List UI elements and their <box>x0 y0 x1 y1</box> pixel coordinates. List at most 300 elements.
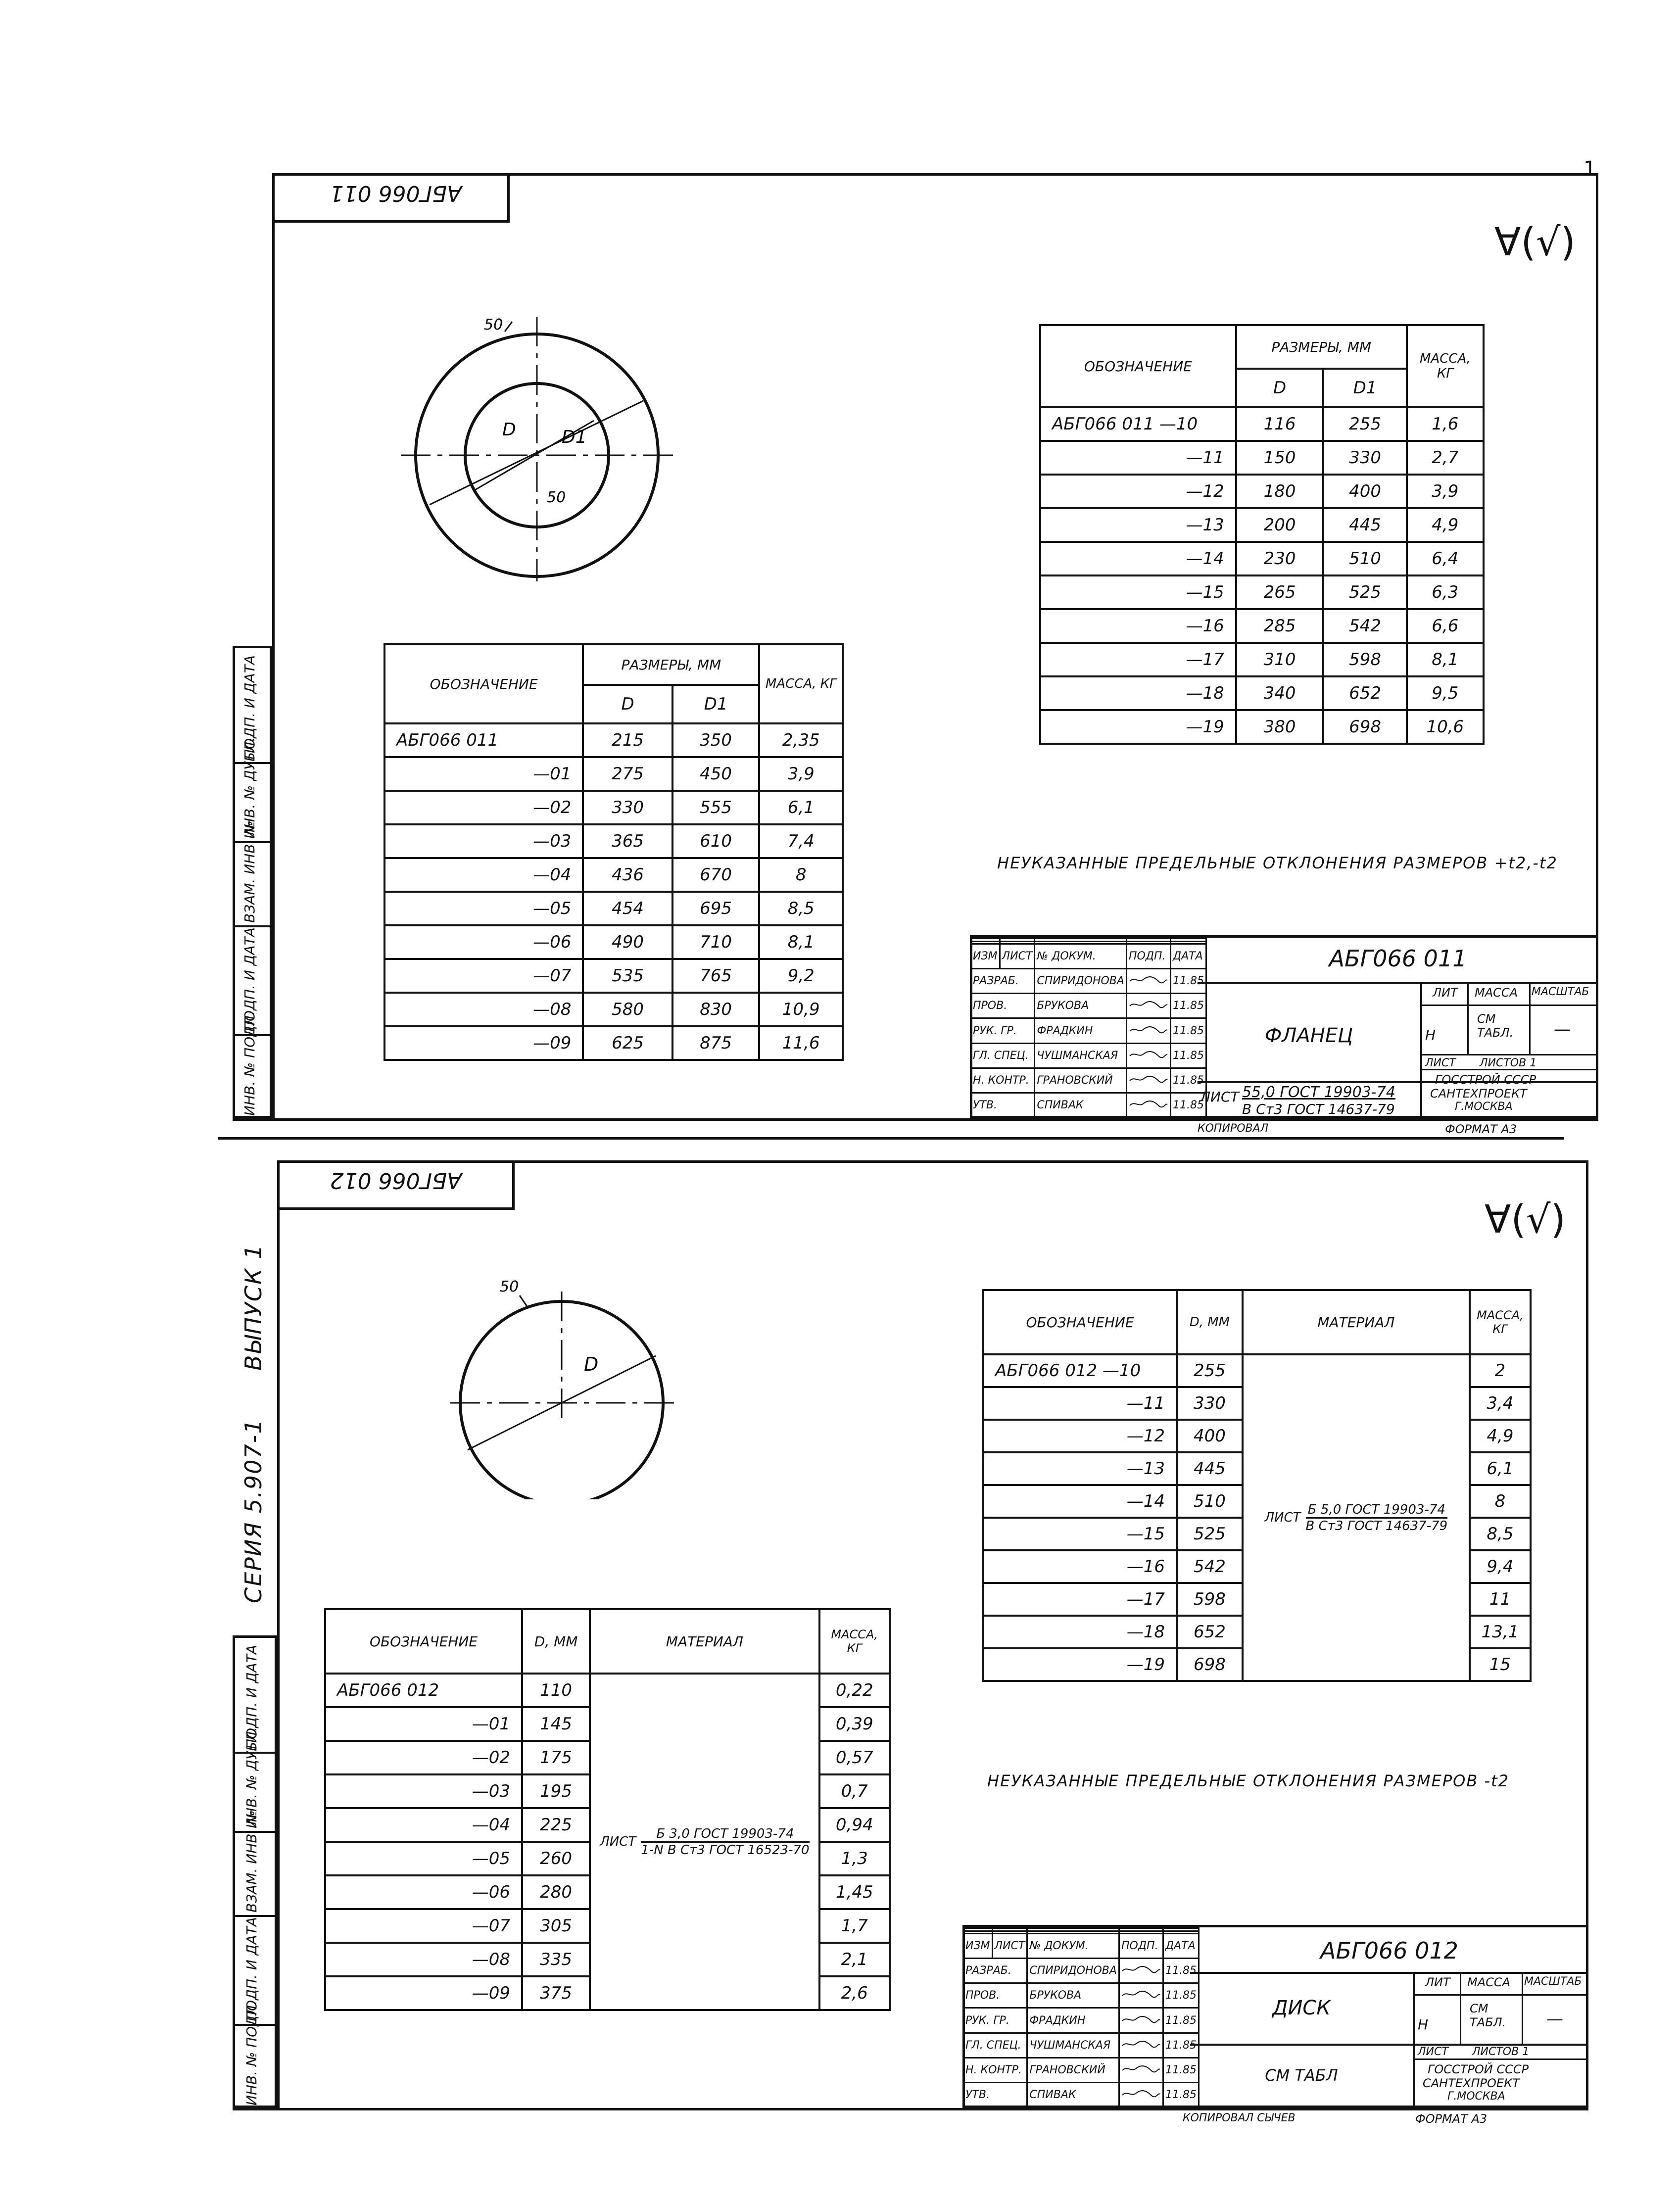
cell-mass: 11 <box>1470 1583 1531 1616</box>
cell-d1: 255 <box>1323 407 1406 441</box>
person-date: 11.85 <box>1170 1068 1206 1093</box>
cell-d1: 510 <box>1323 542 1406 575</box>
person-date: 11.85 <box>1163 1983 1199 2008</box>
sheet2-drawing-label-diam: D <box>584 1353 599 1375</box>
cell-mass: 6,4 <box>1407 542 1484 575</box>
person-signature <box>1126 1093 1170 1117</box>
sheet1-drawing-label-bottom: 50 <box>547 489 566 506</box>
sheet1-lit-value: Н <box>1425 1027 1436 1043</box>
cell-d: 305 <box>522 1909 590 1943</box>
person-role: ПРОВ. <box>971 994 1035 1018</box>
cell-d: 490 <box>583 925 672 959</box>
cell-mass: 1,45 <box>819 1875 890 1909</box>
cell-mass: 8,5 <box>1470 1518 1531 1550</box>
header-mass: МАССА, КГ <box>819 1609 890 1674</box>
cell-designation: —07 <box>384 959 583 993</box>
cell-mass: 8,1 <box>1407 643 1484 676</box>
sheet2-org-line <box>1413 2058 1588 2060</box>
cell-d: 340 <box>1236 676 1324 710</box>
cell-d: 535 <box>583 959 672 993</box>
title-grid-header-row <box>963 1934 1199 1959</box>
material-top: Б 5,0 ГОСТ 19903-74 <box>1306 1502 1448 1519</box>
cell-mass: 9,5 <box>1407 676 1484 710</box>
sheet1-org-line <box>1420 1069 1598 1070</box>
cell-mass: 3,9 <box>759 757 843 791</box>
sheet1-title-code-divider <box>1198 982 1598 984</box>
cell-mass: 6,6 <box>1407 609 1484 643</box>
cell-designation: АБГ066 011 <box>384 723 583 757</box>
sheet2-sheets-label: ЛИСТОВ 1 <box>1472 2046 1530 2058</box>
table-row <box>384 757 843 791</box>
person-signature <box>1119 2058 1163 2082</box>
sheet2-side-label-5: ПОДП. И ДАТА <box>243 1645 260 1749</box>
person-role: РУК. ГР. <box>971 1018 1035 1043</box>
title-grid-person-row <box>971 1093 1206 1117</box>
cell-d: 285 <box>1236 609 1324 643</box>
sheet2-lit-label: ЛИТ <box>1425 1975 1450 1989</box>
sheet2-format: ФОРМАТ А3 <box>1415 2112 1488 2126</box>
material-top: Б 3,0 ГОСТ 19903-74 <box>641 1826 809 1843</box>
sheet-separator <box>218 1137 1564 1140</box>
title-grid-person-row <box>963 1983 1199 2008</box>
sheet1-mass-label: МАССА <box>1475 986 1518 1000</box>
sheet1-side-label-4: ИНВ. № ДУБЛ. <box>241 737 258 839</box>
header-mass: МАССА, КГ <box>1407 325 1484 407</box>
title-grid-header: ИЗМ <box>971 944 1000 969</box>
cell-designation: —19 <box>1040 710 1236 744</box>
page-corner-mark: 1 <box>1584 157 1596 180</box>
person-role: УТВ. <box>971 1093 1035 1117</box>
cell-d: 698 <box>1177 1648 1243 1681</box>
sheet1-flange-drawing <box>396 307 673 584</box>
cell-d1: 542 <box>1323 609 1406 643</box>
sheet1-material-bottom: В Ст3 ГОСТ 14637-79 <box>1242 1101 1395 1117</box>
header-d: D <box>1236 369 1324 407</box>
cell-d: 255 <box>1177 1354 1243 1387</box>
person-date: 11.85 <box>1163 2082 1199 2107</box>
sheet1-format: ФОРМАТ А3 <box>1445 1122 1517 1136</box>
material-prefix: ЛИСТ <box>600 1834 636 1849</box>
cell-designation: —01 <box>325 1707 522 1741</box>
cell-d: 652 <box>1177 1616 1243 1648</box>
cell-designation: —16 <box>983 1550 1177 1583</box>
cell-designation: —02 <box>325 1741 522 1774</box>
header-d1: D1 <box>1323 369 1406 407</box>
sheet2-side-label-2: ПОДП. И ДАТА <box>243 1917 260 2021</box>
sheet1-table-b <box>1039 324 1485 745</box>
sheet2-lit-value: Н <box>1418 2016 1429 2033</box>
person-date: 11.85 <box>1170 1043 1206 1068</box>
sheet1-title-grid <box>970 935 1207 1118</box>
title-grid-header: № ДОКУМ. <box>1027 1934 1119 1959</box>
cell-designation: —14 <box>983 1485 1177 1518</box>
cell-designation: —07 <box>325 1909 522 1943</box>
cell-d: 145 <box>522 1707 590 1741</box>
table-row <box>1040 475 1484 508</box>
cell-mass: 10,6 <box>1407 710 1484 744</box>
person-role: ГЛ. СПЕЦ. <box>963 2033 1027 2058</box>
table-row <box>1040 575 1484 609</box>
cell-mass: 0,57 <box>819 1741 890 1774</box>
cell-designation: —13 <box>1040 508 1236 542</box>
sheet2-side-label-4: ИНВ. № ДУБЛ. <box>243 1726 260 1828</box>
sheet2-scale-value: — <box>1546 2009 1563 2029</box>
cell-d: 510 <box>1177 1485 1243 1518</box>
cell-mass: 7,4 <box>759 824 843 858</box>
title-grid-person-row <box>971 1043 1206 1068</box>
person-signature <box>1126 994 1170 1018</box>
header-d: D <box>583 685 672 723</box>
sheet1-sheets-label: ЛИСТОВ 1 <box>1480 1057 1537 1069</box>
table-row <box>325 1674 890 1707</box>
cell-mass: 2,1 <box>819 1943 890 1976</box>
cell-mass: 4,9 <box>1470 1420 1531 1452</box>
person-role: РАЗРАБ. <box>971 969 1035 994</box>
cell-d: 150 <box>1236 441 1324 475</box>
sheet1-left-line <box>272 173 275 1118</box>
cell-d1: 525 <box>1323 575 1406 609</box>
cell-d: 116 <box>1236 407 1324 441</box>
sheet2-title-code: АБГ066 012 <box>1320 1937 1458 1964</box>
cell-d1: 765 <box>672 959 760 993</box>
cell-d: 260 <box>522 1842 590 1875</box>
cell-d1: 695 <box>672 892 760 925</box>
cell-mass: 6,1 <box>1470 1452 1531 1485</box>
header-d: D, ММ <box>522 1609 590 1674</box>
sheet1-title-code: АБГ066 011 <box>1329 945 1467 972</box>
cell-mass: 3,9 <box>1407 475 1484 508</box>
cell-designation: —08 <box>325 1943 522 1976</box>
cell-mass: 9,4 <box>1470 1550 1531 1583</box>
table-row <box>384 824 843 858</box>
sheet1-roughness-mark: ∀(√) <box>1494 220 1576 265</box>
cell-mass: 2 <box>1470 1354 1531 1387</box>
cell-d: 265 <box>1236 575 1324 609</box>
person-role: ГЛ. СПЕЦ. <box>971 1043 1035 1068</box>
table-row <box>384 993 843 1026</box>
cell-d: 580 <box>583 993 672 1026</box>
sheet1-scale-label: МАСШТАБ <box>1532 986 1589 998</box>
sheet2-bottom-line <box>233 2108 1588 2110</box>
cell-d: 542 <box>1177 1550 1243 1583</box>
cell-d: 200 <box>1236 508 1324 542</box>
sheet1-drawing-label-inner: D <box>502 420 516 440</box>
sheet1-lit-col-line <box>1467 982 1469 1054</box>
header-mass: МАССА, КГ <box>759 644 843 723</box>
cell-d1: 830 <box>672 993 760 1026</box>
person-role: Н. КОНТР. <box>971 1068 1035 1093</box>
header-designation: ОБОЗНАЧЕНИЕ <box>1040 325 1236 407</box>
sheet1-lit-label: ЛИТ <box>1433 986 1458 1000</box>
person-date: 11.85 <box>1163 1959 1199 1983</box>
cell-d: 380 <box>1236 710 1324 744</box>
sheet2-lit-row-line <box>1413 1994 1588 1996</box>
sheet1-mass-value: СМ ТАБЛ. <box>1477 1012 1514 1040</box>
sheet2-issue-label: ВЫПУСК 1 <box>240 1244 267 1371</box>
sheet1-scale-value: — <box>1554 1019 1571 1039</box>
cell-mass: 11,6 <box>759 1026 843 1060</box>
sheet2-sheet-label: ЛИСТ <box>1418 2046 1448 2058</box>
cell-designation: —19 <box>983 1648 1177 1681</box>
cell-mass: 0,94 <box>819 1808 890 1842</box>
sheet2-org-3: Г.МОСКВА <box>1447 2090 1505 2103</box>
person-date: 11.85 <box>1163 2033 1199 2058</box>
title-grid-header: ПОДП. <box>1119 1934 1163 1959</box>
header-d: D, ММ <box>1177 1290 1243 1354</box>
cell-mass: 0,22 <box>819 1674 890 1707</box>
sheet1-lit-row-line <box>1420 1005 1598 1006</box>
header-designation: ОБОЗНАЧЕНИЕ <box>325 1609 522 1674</box>
cell-d1: 400 <box>1323 475 1406 508</box>
cell-mass: 3,4 <box>1470 1387 1531 1420</box>
person-date: 11.85 <box>1163 2008 1199 2033</box>
cell-mass: 8,1 <box>759 925 843 959</box>
cell-designation: —17 <box>1040 643 1236 676</box>
cell-designation: —11 <box>1040 441 1236 475</box>
sheet1-org-1: ГОССТРОЙ СССР <box>1435 1073 1536 1087</box>
sheet2-series-label: СЕРИЯ 5.907-1 <box>240 1418 267 1603</box>
person-signature <box>1119 2082 1163 2107</box>
table-row <box>1040 441 1484 475</box>
header-d1: D1 <box>672 685 760 723</box>
title-grid-person-row <box>971 1018 1206 1043</box>
table-row <box>1040 407 1484 441</box>
person-signature <box>1119 2033 1163 2058</box>
cell-d: 365 <box>583 824 672 858</box>
person-date: 11.85 <box>1170 994 1206 1018</box>
cell-d: 330 <box>583 791 672 824</box>
table-row <box>1040 643 1484 676</box>
sheet1-tolerance-note: НЕУКАЗАННЫЕ ПРЕДЕЛЬНЫЕ ОТКЛОНЕНИЯ РАЗМЕРОВ +t2,-t2 <box>997 854 1558 872</box>
sheet2-side-label-3: ВЗАМ. ИНВ. № <box>243 1810 260 1913</box>
sheet2-name-divider-v <box>1413 1972 1415 2108</box>
cell-designation: —06 <box>325 1875 522 1909</box>
cell-designation: —11 <box>983 1387 1177 1420</box>
person-signature <box>1126 1018 1170 1043</box>
sheet2-org-2: САНТЕХПРОЕКТ <box>1423 2076 1520 2090</box>
cell-mass: 1,3 <box>819 1842 890 1875</box>
person-name: ЧУШМАНСКАЯ <box>1035 1043 1127 1068</box>
person-signature <box>1126 969 1170 994</box>
cell-designation: —02 <box>384 791 583 824</box>
header-material: МАТЕРИАЛ <box>1243 1290 1470 1354</box>
sheet1-name-divider-v <box>1420 982 1422 1118</box>
cell-mass: 6,3 <box>1407 575 1484 609</box>
sheet1-sheet-row-line <box>1420 1054 1598 1055</box>
header-designation: ОБОЗНАЧЕНИЕ <box>983 1290 1177 1354</box>
cell-designation: —14 <box>1040 542 1236 575</box>
sheet1-sheet-label: ЛИСТ <box>1425 1057 1456 1069</box>
cell-designation: АБГ066 011 —10 <box>1040 407 1236 441</box>
person-role: РАЗРАБ. <box>963 1959 1027 1983</box>
sheet1-scale-col-line <box>1529 982 1531 1054</box>
cell-d: 454 <box>583 892 672 925</box>
title-grid-header: ДАТА <box>1170 944 1206 969</box>
person-name: ГРАНОВСКИЙ <box>1027 2058 1119 2082</box>
person-name: ФРАДКИН <box>1027 2008 1119 2033</box>
title-grid-person-row <box>963 2008 1199 2033</box>
cell-designation: АБГ066 012 <box>325 1674 522 1707</box>
cell-mass: 2,35 <box>759 723 843 757</box>
person-role: УТВ. <box>963 2082 1027 2107</box>
sheet1-stamp-code: АБГ066 011 <box>330 181 462 206</box>
cell-mass: 2,7 <box>1407 441 1484 475</box>
sheet1-org-3: Г.МОСКВА <box>1455 1101 1513 1113</box>
table-row <box>384 791 843 824</box>
cell-d: 275 <box>583 757 672 791</box>
sheet2-roughness-mark: ∀(√) <box>1485 1197 1566 1242</box>
sheet2-stamp-code: АБГ066 012 <box>330 1168 462 1193</box>
table-row <box>1040 710 1484 744</box>
cell-d: 330 <box>1177 1387 1243 1420</box>
person-name: ФРАДКИН <box>1035 1018 1127 1043</box>
person-date: 11.85 <box>1163 2058 1199 2082</box>
sheet2-title-code-divider <box>1190 1972 1588 1974</box>
cell-designation: —03 <box>325 1774 522 1808</box>
cell-mass: 10,9 <box>759 993 843 1026</box>
table-row <box>384 892 843 925</box>
material-bottom: 1-N В Ст3 ГОСТ 16523-70 <box>641 1842 810 1858</box>
sheet2-left-line <box>277 1160 280 2110</box>
cell-mass: 1,7 <box>819 1909 890 1943</box>
sheet2-part-name: ДИСК <box>1272 1997 1331 2019</box>
sheet1-side-label-5: ПОДП. И ДАТА <box>241 655 258 760</box>
cell-d1: 670 <box>672 858 760 892</box>
cell-mass: 8,5 <box>759 892 843 925</box>
title-grid-person-row <box>963 1959 1199 1983</box>
cell-d: 110 <box>522 1674 590 1707</box>
cell-designation: —15 <box>1040 575 1236 609</box>
cell-d: 230 <box>1236 542 1324 575</box>
person-date: 11.85 <box>1170 1018 1206 1043</box>
person-name: СПИВАК <box>1027 2082 1119 2107</box>
title-grid-person-row <box>963 2082 1199 2107</box>
cell-d: 436 <box>583 858 672 892</box>
cell-d: 310 <box>1236 643 1324 676</box>
cell-mass: 0,39 <box>819 1707 890 1741</box>
header-sizes: РАЗМЕРЫ, ММ <box>1236 325 1407 369</box>
sheet2-material: СМ ТАБЛ <box>1265 2066 1338 2085</box>
title-grid-header: ИЗМ <box>963 1934 993 1959</box>
sheet2-table-b <box>982 1289 1532 1682</box>
sheet2-org-1: ГОССТРОЙ СССР <box>1428 2062 1529 2076</box>
title-grid-person-row <box>971 994 1206 1018</box>
person-date: 11.85 <box>1170 969 1206 994</box>
sheet2-sheet-row-line <box>1413 2044 1588 2045</box>
title-grid-header-row <box>971 944 1206 969</box>
sheet2-disk-drawing <box>445 1272 683 1499</box>
sheet1-table-a <box>384 643 844 1061</box>
cell-mass: 8 <box>759 858 843 892</box>
cell-d: 175 <box>522 1741 590 1774</box>
header-sizes: РАЗМЕРЫ, ММ <box>583 644 759 685</box>
person-signature <box>1126 1068 1170 1093</box>
sheet1-side-label-2: ПОДП. И ДАТА <box>241 927 258 1032</box>
title-grid-person-row <box>963 2058 1199 2082</box>
sheet2-table-a <box>324 1608 891 2011</box>
cell-designation: —12 <box>1040 475 1236 508</box>
table-row <box>384 1026 843 1060</box>
cell-designation: —09 <box>325 1976 522 2010</box>
sheet1-side-label-1: ИНВ. № ПОДЛ. <box>241 1011 258 1116</box>
cell-designation: —13 <box>983 1452 1177 1485</box>
title-grid-person-row <box>971 969 1206 994</box>
table-row <box>1040 508 1484 542</box>
sheet1-material-prefix: ЛИСТ <box>1200 1089 1239 1105</box>
person-signature <box>1126 1043 1170 1068</box>
table-row <box>384 959 843 993</box>
sheet2-scale-col-line <box>1522 1972 1523 2044</box>
cell-mass: 2,6 <box>819 1976 890 2010</box>
cell-d: 525 <box>1177 1518 1243 1550</box>
cell-d1: 652 <box>1323 676 1406 710</box>
cell-d: 335 <box>522 1943 590 1976</box>
sheet2-mass-value: СМ ТАБЛ. <box>1470 2002 1506 2029</box>
sheet1-name-divider-h <box>1198 1081 1598 1083</box>
person-signature <box>1119 1983 1163 2008</box>
cell-d: 445 <box>1177 1452 1243 1485</box>
cell-mass: 13,1 <box>1470 1616 1531 1648</box>
sheet1-org-2: САНТЕХПРОЕКТ <box>1430 1087 1527 1101</box>
cell-d: 625 <box>583 1026 672 1060</box>
title-grid-person-row <box>971 1068 1206 1093</box>
table-row <box>1040 676 1484 710</box>
person-name: СПИВАК <box>1035 1093 1127 1117</box>
sheet2-lit-col-line <box>1460 1972 1461 2044</box>
sheet2-scale-label: МАСШТАБ <box>1524 1975 1582 1988</box>
cell-d1: 350 <box>672 723 760 757</box>
cell-material <box>590 1674 819 2010</box>
sheet2-drawing-label-top: 50 <box>500 1278 519 1295</box>
cell-d: 598 <box>1177 1583 1243 1616</box>
cell-designation: —15 <box>983 1518 1177 1550</box>
cell-designation: —08 <box>384 993 583 1026</box>
title-grid-person-row <box>963 2033 1199 2058</box>
cell-designation: —18 <box>1040 676 1236 710</box>
cell-designation: —04 <box>325 1808 522 1842</box>
cell-d: 375 <box>522 1976 590 2010</box>
table-row <box>983 1354 1531 1387</box>
person-signature <box>1119 2008 1163 2033</box>
person-name: СПИРИДОНОВА <box>1027 1959 1119 1983</box>
cell-designation: —17 <box>983 1583 1177 1616</box>
sheet1-bottom-line <box>233 1118 1598 1121</box>
person-role: ПРОВ. <box>963 1983 1027 2008</box>
sheet2-mass-label: МАССА <box>1467 1975 1511 1989</box>
table-row <box>384 925 843 959</box>
cell-designation: —16 <box>1040 609 1236 643</box>
sheet2-side-label-1: ИНВ. № ПОДЛ. <box>243 2001 260 2106</box>
title-grid-header: ПОДП. <box>1126 944 1170 969</box>
sheet1-drawing-label-top: 50 <box>484 316 503 334</box>
cell-d1: 445 <box>1323 508 1406 542</box>
cell-mass: 8 <box>1470 1485 1531 1518</box>
person-name: БРУКОВА <box>1027 1983 1119 2008</box>
cell-designation: —04 <box>384 858 583 892</box>
cell-designation: —09 <box>384 1026 583 1060</box>
cell-mass: 15 <box>1470 1648 1531 1681</box>
cell-designation: —06 <box>384 925 583 959</box>
sheet1-part-name: ФЛАНЕЦ <box>1264 1024 1353 1047</box>
cell-d: 280 <box>522 1875 590 1909</box>
cell-d: 195 <box>522 1774 590 1808</box>
material-bottom: В Ст3 ГОСТ 14637-79 <box>1305 1518 1448 1533</box>
cell-d1: 330 <box>1323 441 1406 475</box>
table-row <box>1040 542 1484 575</box>
cell-d1: 555 <box>672 791 760 824</box>
person-name: ГРАНОВСКИЙ <box>1035 1068 1127 1093</box>
header-mass: МАССА, КГ <box>1470 1290 1531 1354</box>
